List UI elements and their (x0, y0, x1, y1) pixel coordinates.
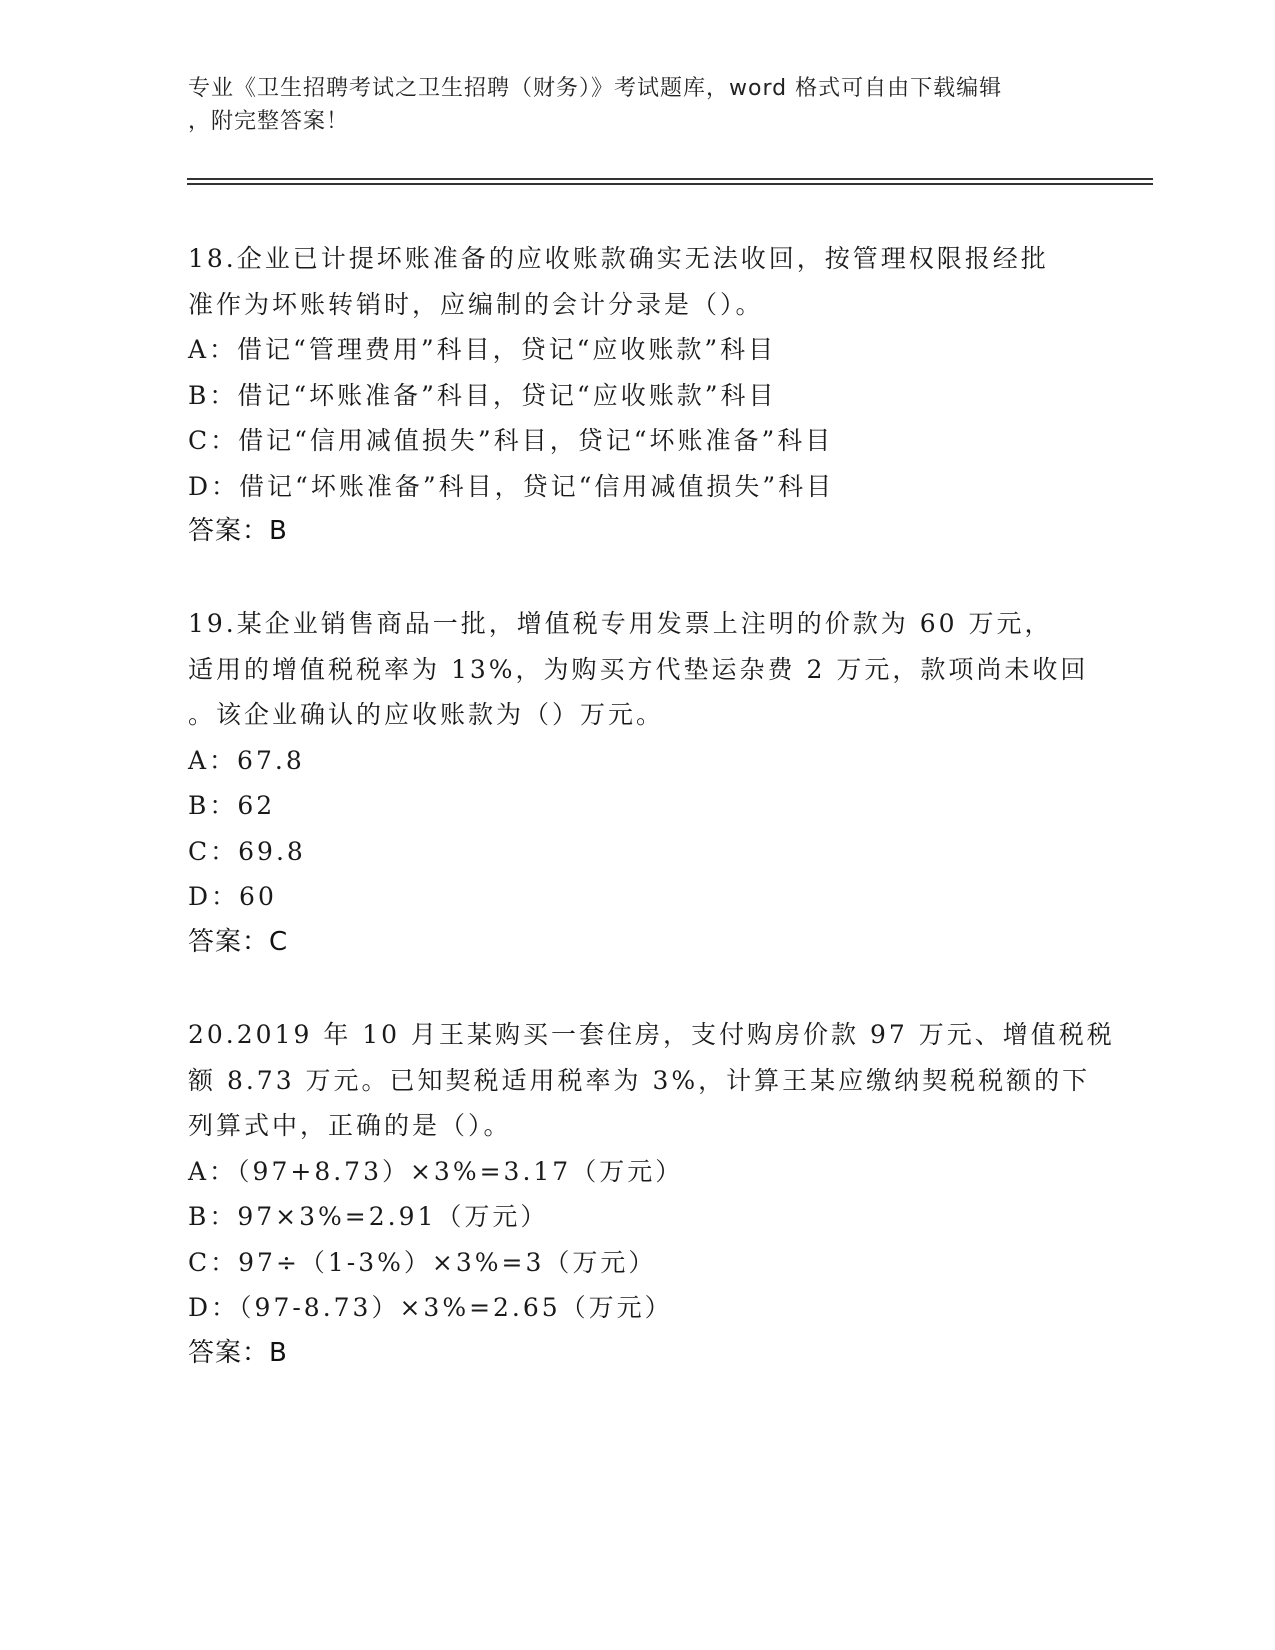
option-b: B：62 (188, 791, 276, 820)
option-d: D：60 (188, 882, 277, 911)
option-a: A：67.8 (188, 745, 305, 775)
option-d: D：（97-8.73）×3%=2.65（万元） (188, 1293, 673, 1322)
question-stem: 20.2019 年 10 月王某购买一套住房，支付购房价款 97 万元、增值税税 (188, 1020, 1115, 1049)
option-a: A：（97+8.73）×3%=3.17（万元） (188, 1156, 684, 1186)
option-c: C：69.8 (188, 836, 306, 866)
header-line: ，附完整答案！ (188, 109, 350, 134)
question-stem: 准作为坏账转销时，应编制的会计分录是（）。 (188, 289, 764, 319)
header-divider (187, 178, 1153, 180)
header-divider (187, 183, 1153, 185)
question-stem: 19.某企业销售商品一批，增值税专用发票上注明的价款为 60 万元， (188, 609, 1053, 638)
answer: 答案：C (188, 926, 289, 957)
option-a: A：借记“管理费用”科目，贷记“应收账款”科目 (188, 335, 777, 364)
question-19 (188, 601, 1088, 965)
option-d: D：借记“坏账准备”科目，贷记“信用减值损失”科目 (188, 471, 835, 501)
answer: 答案：B (188, 1337, 288, 1368)
header-line: 专业《卫生招聘考试之卫生招聘（财务）》考试题库，word 格式可自由下载编辑 (188, 76, 1003, 101)
option-b: B：借记“坏账准备”科目，贷记“应收账款”科目 (188, 380, 777, 410)
question-stem: 18.企业已计提坏账准备的应收账款确实无法收回，按管理权限报经批 (188, 244, 1049, 273)
question-stem: 列算式中，正确的是（）。 (188, 1111, 512, 1140)
option-c: C：借记“信用减值损失”科目，贷记“坏账准备”科目 (188, 426, 834, 455)
option-b: B：97×3%=2.91（万元） (188, 1202, 549, 1231)
question-stem: 。该企业确认的应收账款为（）万元。 (188, 700, 665, 729)
answer: 答案：B (188, 516, 288, 546)
document-header (188, 72, 1088, 138)
option-c: C：97÷（1-3%）×3%=3（万元） (188, 1247, 657, 1277)
question-18 (188, 236, 1088, 555)
question-stem: 额 8.73 万元。已知契税适用税率为 3%，计算王某应缴纳契税税额的下 (188, 1065, 1091, 1095)
question-stem: 适用的增值税税率为 13%，为购买方代垫运杂费 2 万元，款项尚未收回 (188, 654, 1089, 684)
question-20 (188, 1012, 1115, 1376)
